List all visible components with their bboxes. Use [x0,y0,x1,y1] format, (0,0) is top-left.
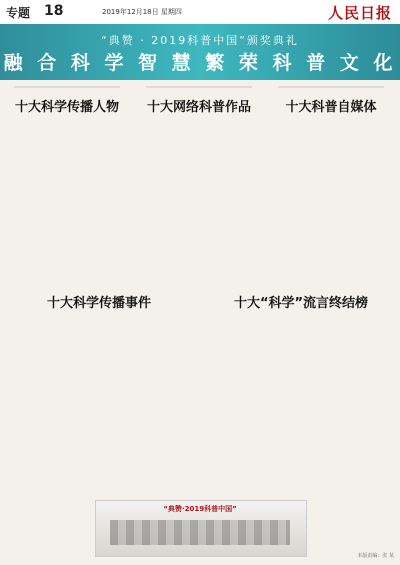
section-name: 专题 [6,6,31,20]
section-body [212,316,390,488]
section-number: 18 [44,3,64,19]
column-body [273,124,389,282]
column-works [136,86,262,286]
divider [278,86,384,88]
photo-stage [110,520,290,545]
page-credit: 本版责编：张 某 [357,553,394,559]
page-header [0,0,400,25]
section-title: 十大科学传播事件 [46,296,151,311]
section-title: 十大“科学”流言终结榜 [233,296,369,311]
column-title: 十大科学传播人物 [14,100,119,115]
column-people [4,86,130,286]
section-rumors [206,286,396,496]
column-title: 十大网络科普作品 [146,100,251,115]
section-events [4,286,194,496]
hero-kicker: “典赞 · 2019科普中国”颁奖典礼 [101,34,299,47]
hero-title: 融 合 科 学 智 慧 繁 荣 科 普 文 化 [3,52,397,74]
divider [14,86,120,88]
hero-banner [0,24,400,80]
column-title: 十大科普自媒体 [285,100,377,115]
issue-date: 2019年12月18日 星期四 [102,8,182,16]
column-body [141,124,257,282]
column-media [268,86,394,286]
masthead: 人民日报 [327,4,392,22]
column-body [9,124,125,282]
photo-caption: “典赞·2019科普中国” [163,505,237,513]
divider [146,86,252,88]
section-body [10,316,188,488]
